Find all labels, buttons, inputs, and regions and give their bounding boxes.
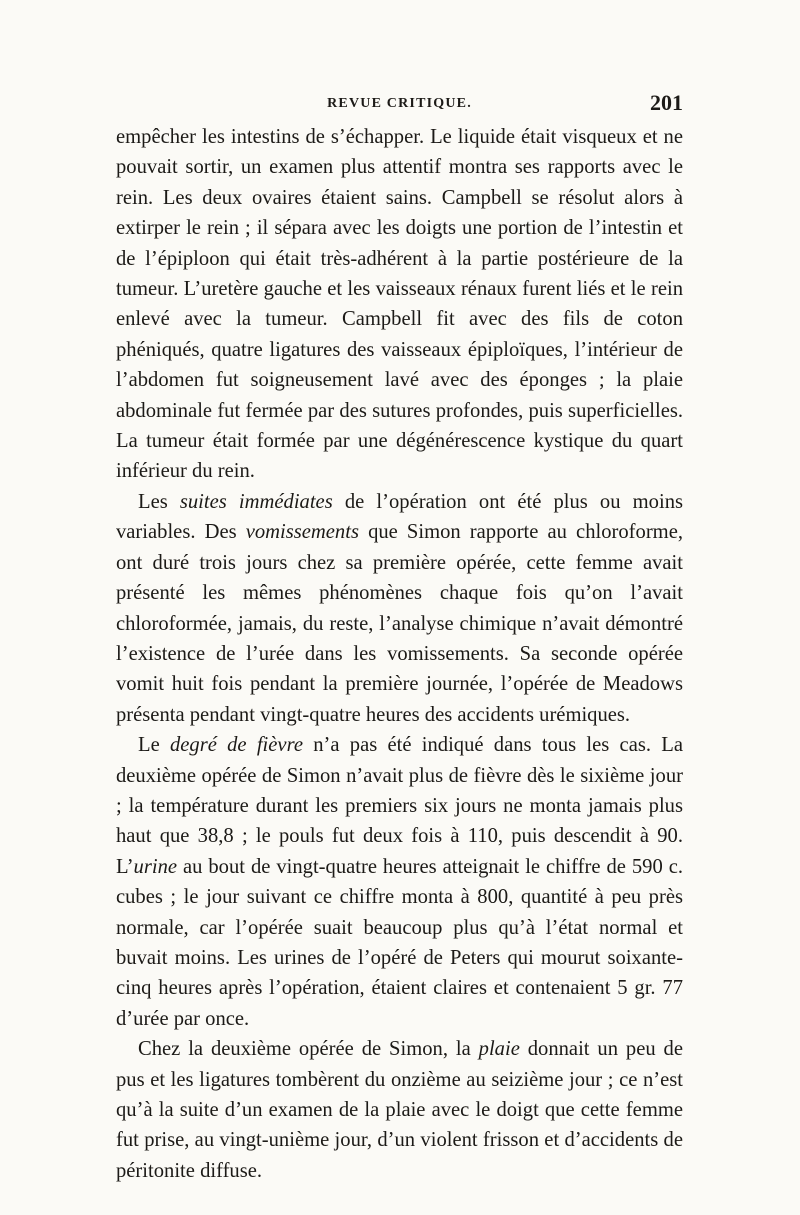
body-text [116,122,683,1186]
italic-run: plaie [478,1038,520,1061]
text-run: donnait un peu de pus et les ligatures tombèrent du onzième au seizième jour ; ce n’est qu’à la suite d’un examen de la plaie avec le doigt que cette femme fut prise, au vingt-unième jour, d’un violent frisson et d’accidents de péritonite diffuse. [116,1038,683,1182]
page-number: 201 [650,90,683,115]
italic-run: degré de fièvre [169,734,303,757]
running-head: REVUE CRITIQUE. [327,96,472,111]
text-run: que Simon rapporte au chloroforme, ont duré trois jours chez sa première opérée, cette femme avait présenté les mêmes phénomènes chaque fois qu’on l’avait chloroformée, jamais, du reste, l’analyse chimique n’avait démontré l’existence de l’urée dans les vomissements. Sa seconde opérée vomit huit fois pendant la première journée, l’opérée de Meadows présenta pendant vingt-quatre heures des accidents urémiques. [116,521,683,726]
italic-run: vomissements [245,521,359,544]
paragraph-3 [116,730,683,1034]
text-run: de l’opération ont été plus ou moins variables. Des [116,490,683,544]
text-run: empêcher les intestins de s’échapper. Le liquide était visqueux et ne pouvait sortir, un examen plus attentif montra ses rapports avec le rein. Les deux ovaires étaient sains. Campbell se résolut alors à extirper le rein ; il sépara avec les doigts une portion de l’intestin et de l’épiploon qui était très-adhérent à la partie postérieure de la tumeur. L’uretère gauche et les vaisseaux rénaux furent liés et le rein enlevé avec la tumeur. Campbell fit avec des fils de coton phéniqués, quatre ligatures des vaisseaux épiploïques, l’intérieur de l’abdomen fut soigneusement lavé avec des éponges ; la plaie abdominale fut fermée par des sutures profondes, puis superficielles. La tumeur était formée par une dégénérescence kystique du quart inférieur du rein. [116,126,683,483]
paragraph-1 [116,122,683,487]
paragraph-4 [116,1034,683,1186]
text-run: Chez la deuxième opérée de Simon, la [138,1038,479,1061]
paragraph-2 [116,487,683,730]
text-run: n’a pas été indiqué dans tous les cas. La deuxième opérée de Simon n’avait plus de fièvre dès le sixième jour ; la température durant les premiers six jours ne monta jamais plus haut que 38,8 ; le pouls fut deux fois à 110, puis descendit à 90. L’ [116,734,683,878]
text-run: au bout de vingt-quatre heures atteignait le chiffre de 590 c. cubes ; le jour suivant ce chiffre monta à 800, quantité à peu près normale, car l’opérée suait beaucoup plus qu’à l’état normal et buvait moins. Les urines de l’opéré de Peters qui mourut soixante-cinq heures après l’opération, étaient claires et contenaient 5 gr. 77 d’urée par once. [116,855,683,1030]
page-header [116,92,683,122]
book-page [116,92,683,1186]
italic-run: urine [133,855,178,878]
text-run: Le [138,734,170,757]
italic-run: suites immédiates [179,490,333,513]
text-run: Les [138,490,180,513]
